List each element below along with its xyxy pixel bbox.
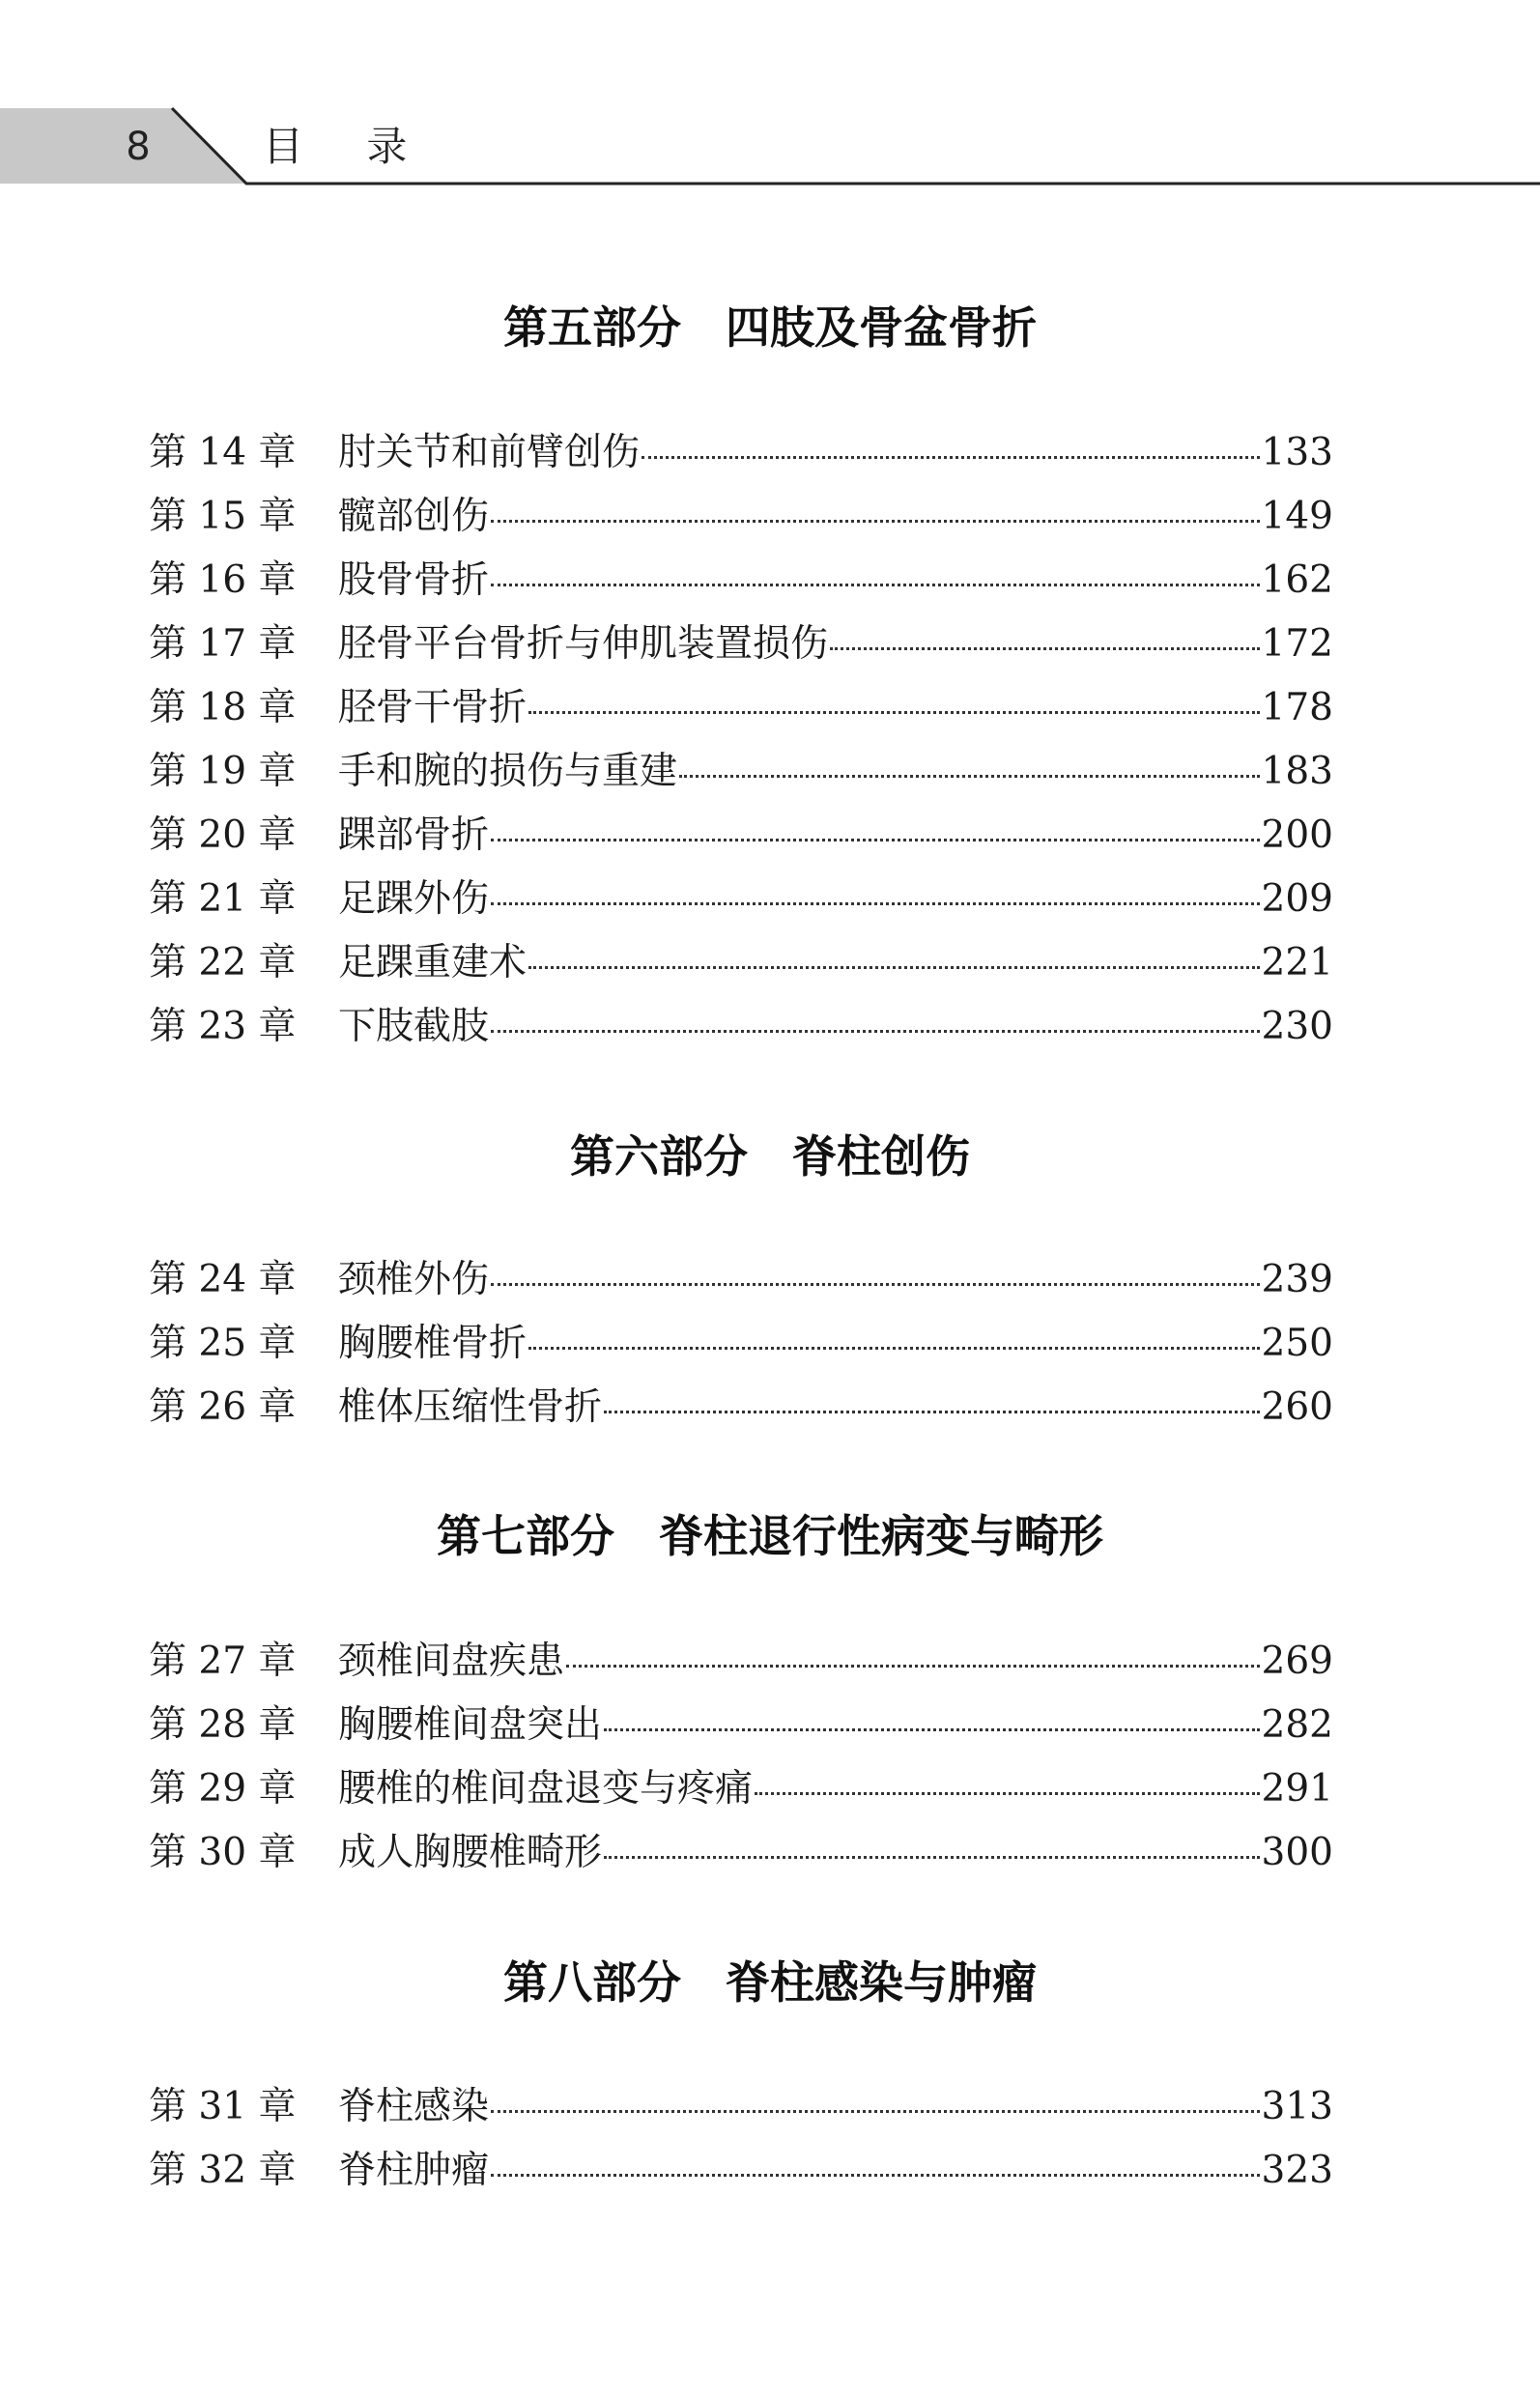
chapter-title: 胫骨干骨折: [338, 686, 528, 729]
toc-entry[interactable]: [149, 931, 1333, 995]
dot-leader: [491, 1283, 1260, 1286]
chapter-page: 200: [1261, 813, 1333, 857]
chapter-number: 第 21 章: [149, 877, 297, 921]
chapter-number: 第 16 章: [149, 558, 297, 602]
toc-entry[interactable]: [149, 1376, 1333, 1440]
chapter-page: 323: [1261, 2149, 1333, 2192]
chapter-title: 足踝重建术: [338, 941, 528, 984]
dot-leader: [604, 1856, 1260, 1859]
chapter-title: 腰椎的椎间盘退变与疼痛: [338, 1767, 754, 1811]
chapter-list-part-6: [149, 1248, 1333, 1440]
chapter-number: 第 32 章: [149, 2149, 297, 2192]
dot-leader: [830, 647, 1260, 650]
chapter-title: 脊柱感染: [338, 2085, 490, 2128]
page-header: [0, 0, 1540, 193]
chapter-number: 第 26 章: [149, 1385, 297, 1429]
toc-entry[interactable]: [149, 613, 1333, 676]
chapter-page: 300: [1261, 1831, 1333, 1874]
part-title: 第七部分 脊柱退行性病变与畸形: [437, 1510, 1103, 1562]
chapter-page: 221: [1261, 941, 1333, 984]
dot-leader: [528, 711, 1260, 714]
header-tab-shape: [0, 0, 1540, 193]
toc-entry[interactable]: [149, 1694, 1333, 1757]
chapter-page: 282: [1261, 1703, 1333, 1747]
chapter-number: 第 17 章: [149, 622, 297, 666]
chapter-title: 脊柱肿瘤: [338, 2149, 490, 2192]
part-heading-7: [0, 1502, 1540, 1570]
chapter-page: 291: [1261, 1767, 1333, 1811]
toc-entry[interactable]: [149, 1757, 1333, 1821]
toc-entry[interactable]: [149, 1312, 1333, 1376]
part-title: 第五部分 四肢及骨盆骨折: [503, 301, 1037, 354]
dot-leader: [491, 1030, 1260, 1033]
dot-leader: [528, 1347, 1260, 1350]
toc-entry[interactable]: [149, 804, 1333, 868]
chapter-number: 第 22 章: [149, 941, 297, 984]
chapter-number: 第 14 章: [149, 431, 297, 474]
dot-leader: [604, 1728, 1260, 1731]
chapter-number: 第 20 章: [149, 813, 297, 857]
chapter-page: 313: [1261, 2085, 1333, 2128]
chapter-page: 133: [1261, 431, 1333, 474]
dot-leader: [491, 839, 1260, 841]
chapter-number: 第 25 章: [149, 1322, 297, 1365]
chapter-number: 第 19 章: [149, 750, 297, 793]
chapter-list-part-5: [149, 421, 1333, 1059]
dot-leader: [642, 456, 1260, 459]
dot-leader: [566, 1665, 1260, 1668]
dot-leader: [491, 902, 1260, 905]
part-title: 第六部分 脊柱创伤: [570, 1130, 970, 1183]
chapter-page: 149: [1261, 495, 1333, 538]
chapter-number: 第 29 章: [149, 1767, 297, 1811]
chapter-number: 第 24 章: [149, 1258, 297, 1301]
part-title: 第八部分 脊柱感染与肿瘤: [503, 1956, 1037, 2009]
dot-leader: [491, 2174, 1260, 2177]
running-title: 目 录: [263, 123, 433, 170]
chapter-title: 髋部创伤: [338, 495, 490, 538]
dot-leader: [679, 775, 1260, 778]
dot-leader: [755, 1792, 1260, 1795]
dot-leader: [528, 966, 1260, 969]
toc-entry[interactable]: [149, 2075, 1333, 2139]
dot-leader: [491, 520, 1260, 523]
toc-entry[interactable]: [149, 676, 1333, 740]
chapter-title: 手和腕的损伤与重建: [338, 750, 678, 793]
toc-entry[interactable]: [149, 740, 1333, 804]
chapter-number: 第 15 章: [149, 495, 297, 538]
chapter-page: 269: [1261, 1640, 1333, 1683]
toc-entry[interactable]: [149, 2139, 1333, 2203]
chapter-title: 下肢截肢: [338, 1005, 490, 1048]
part-heading-6: [0, 1123, 1540, 1190]
chapter-page: 162: [1261, 558, 1333, 602]
chapter-title: 胸腰椎骨折: [338, 1322, 528, 1365]
chapter-title: 胸腰椎间盘突出: [338, 1703, 603, 1747]
toc-entry[interactable]: [149, 421, 1333, 485]
chapter-title: 肘关节和前臂创伤: [338, 431, 641, 474]
chapter-page: 209: [1261, 877, 1333, 921]
chapter-number: 第 28 章: [149, 1703, 297, 1747]
chapter-page: 239: [1261, 1258, 1333, 1301]
chapter-number: 第 18 章: [149, 686, 297, 729]
dot-leader: [491, 2110, 1260, 2113]
chapter-page: 250: [1261, 1322, 1333, 1365]
chapter-number: 第 31 章: [149, 2085, 297, 2128]
toc-entry[interactable]: [149, 485, 1333, 549]
chapter-list-part-8: [149, 2075, 1333, 2203]
toc-entry[interactable]: [149, 995, 1333, 1059]
toc-entry[interactable]: [149, 549, 1333, 613]
page-number: 8: [126, 125, 151, 169]
chapter-number: 第 27 章: [149, 1640, 297, 1683]
toc-entry[interactable]: [149, 868, 1333, 931]
chapter-title: 颈椎间盘疾患: [338, 1640, 565, 1683]
chapter-title: 股骨骨折: [338, 558, 490, 602]
chapter-title: 踝部骨折: [338, 813, 490, 857]
dot-leader: [491, 584, 1260, 586]
chapter-number: 第 30 章: [149, 1831, 297, 1874]
chapter-list-part-7: [149, 1630, 1333, 1885]
chapter-page: 178: [1261, 686, 1333, 729]
chapter-title: 成人胸腰椎畸形: [338, 1831, 603, 1874]
chapter-page: 230: [1261, 1005, 1333, 1048]
chapter-number: 第 23 章: [149, 1005, 297, 1048]
dot-leader: [604, 1411, 1260, 1413]
chapter-title: 椎体压缩性骨折: [338, 1385, 603, 1429]
chapter-page: 172: [1261, 622, 1333, 666]
toc-entry[interactable]: [149, 1248, 1333, 1312]
chapter-page: 183: [1261, 750, 1333, 793]
chapter-title: 足踝外伤: [338, 877, 490, 921]
chapter-title: 颈椎外伤: [338, 1258, 490, 1301]
toc-entry[interactable]: [149, 1821, 1333, 1885]
chapter-page: 260: [1261, 1385, 1333, 1429]
part-heading-5: [0, 294, 1540, 361]
part-heading-8: [0, 1949, 1540, 2016]
toc-entry[interactable]: [149, 1630, 1333, 1694]
chapter-title: 胫骨平台骨折与伸肌装置损伤: [338, 622, 829, 666]
